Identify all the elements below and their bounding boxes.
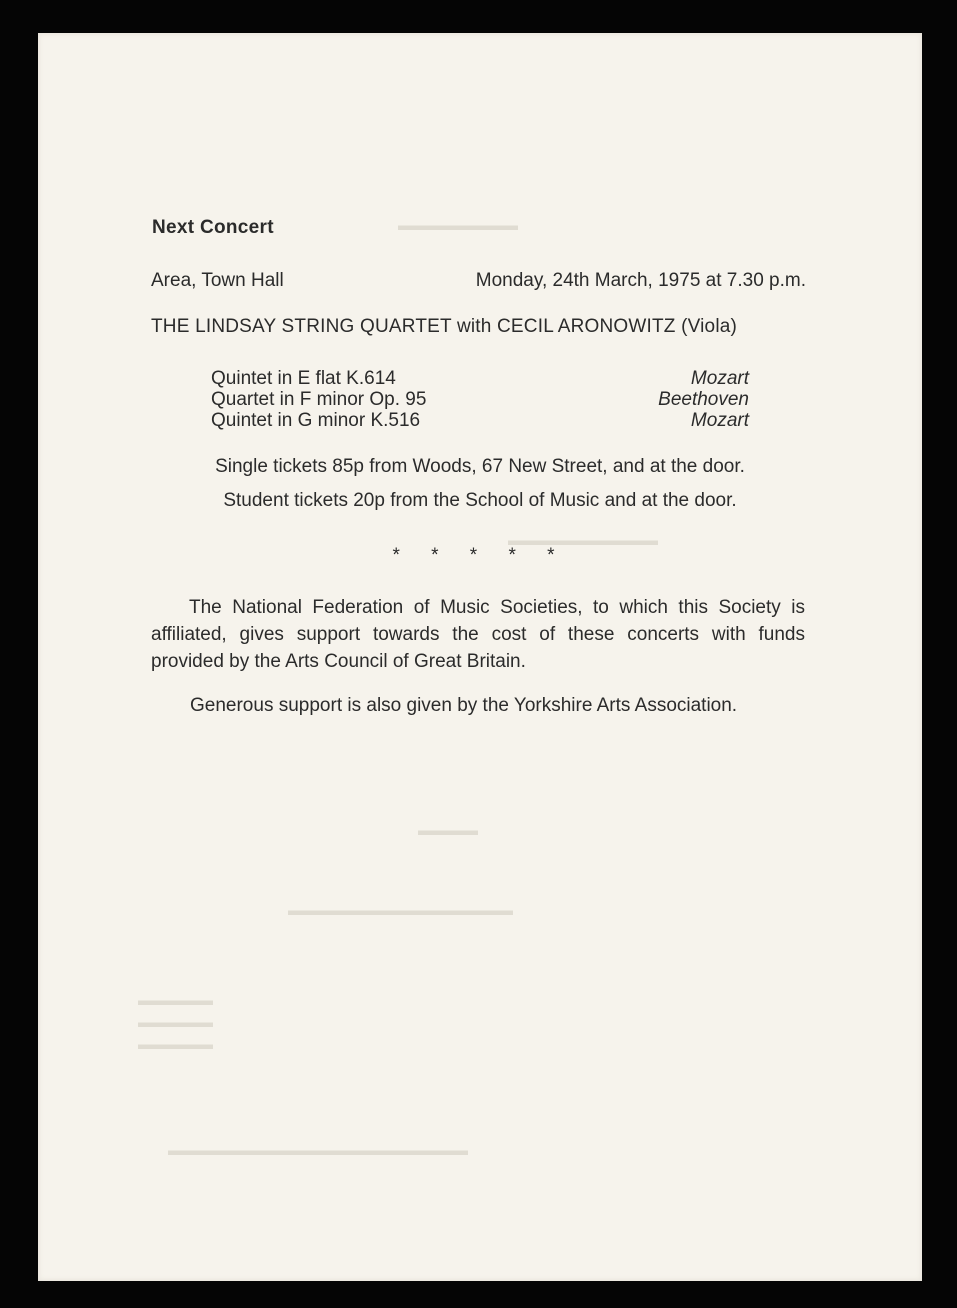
show-through: ▬▬▬▬▬▬▬▬: [398, 218, 518, 234]
performers: THE LINDSAY STRING QUARTET with CECIL ARONOWITZ (Viola): [151, 316, 738, 337]
single-tickets: Single tickets 85p from Woods, 67 New Street, and at the door.: [215, 456, 745, 477]
work-title: Quintet in G minor K.516: [211, 410, 421, 431]
composer: Beethoven: [658, 389, 749, 410]
show-through: ▬▬▬▬▬: [138, 1037, 213, 1053]
show-through: ▬▬▬▬: [418, 823, 478, 839]
separator: * * * * *: [392, 545, 568, 566]
program-list: [211, 368, 749, 431]
program-sheet: [38, 33, 922, 1281]
federation-notice: The National Federation of Music Societies, to which this Society is affiliated, gives support towards the cost of these concerts with funds provided by the Arts Council of Great Britain.: [151, 597, 805, 672]
show-through: ▬▬▬▬▬: [138, 993, 213, 1009]
work-title: Quintet in E flat K.614: [211, 368, 396, 389]
concert-venue: Area, Town Hall: [151, 270, 284, 291]
support-notice: Generous support is also given by the Yorkshire Arts Association.: [190, 695, 738, 716]
student-tickets: Student tickets 20p from the School of Music and at the door.: [223, 490, 737, 511]
program-item: [211, 389, 749, 410]
concert-date: Monday, 24th March, 1975 at 7.30 p.m.: [475, 270, 806, 291]
composer: Mozart: [690, 368, 749, 389]
work-title: Quartet in F minor Op. 95: [211, 389, 427, 410]
program-item: [211, 410, 749, 431]
show-through: ▬▬▬▬▬: [138, 1015, 213, 1031]
program-item: [211, 368, 749, 389]
show-through: ▬▬▬▬▬▬▬▬▬▬▬▬▬▬▬▬▬▬▬▬: [168, 1143, 468, 1159]
show-through: ▬▬▬▬▬▬▬▬▬▬: [508, 533, 658, 549]
show-through: ▬▬▬▬▬▬▬▬▬▬▬▬▬▬▬: [288, 903, 513, 919]
section-heading: Next Concert: [152, 217, 274, 238]
composer: Mozart: [690, 410, 749, 431]
